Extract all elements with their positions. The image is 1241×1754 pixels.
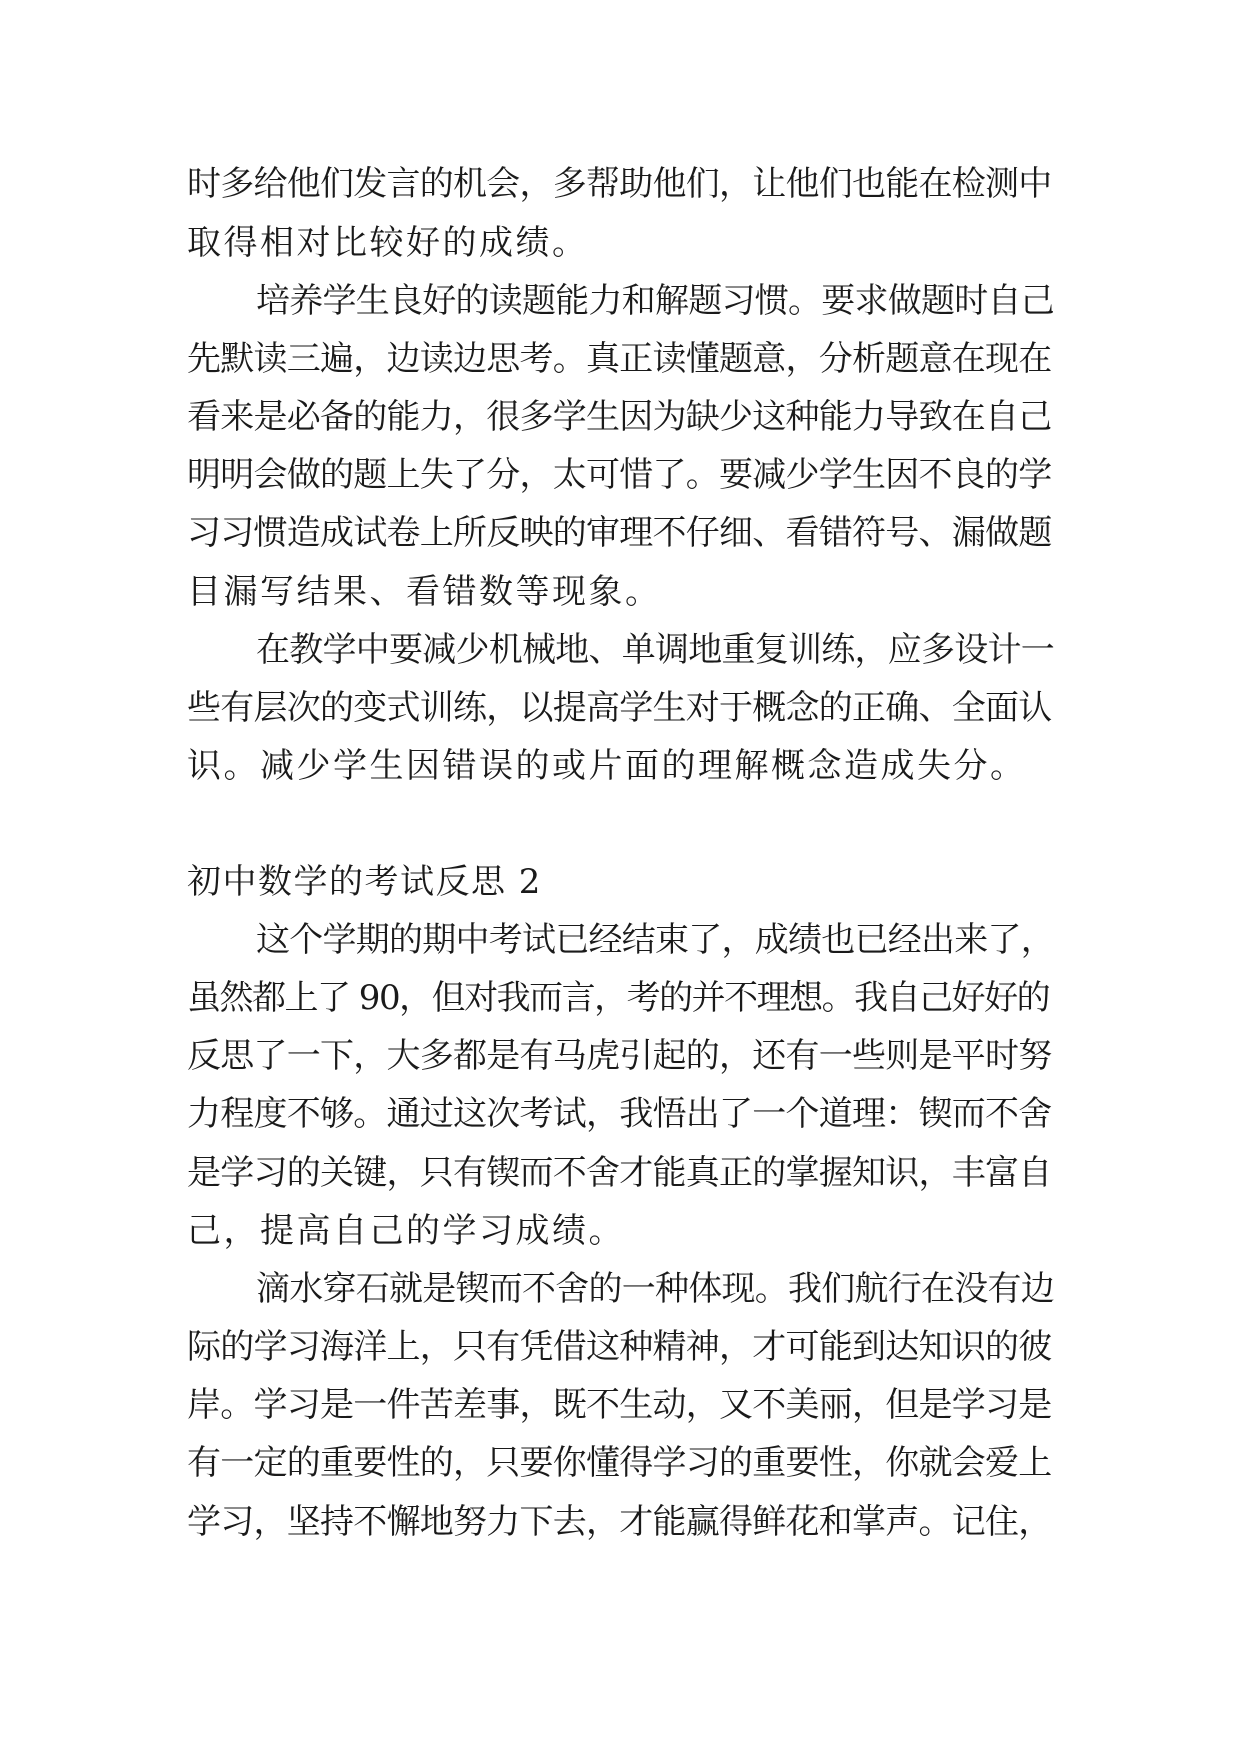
paragraph-line: 些有层次的变式训练，以提高学生对于概念的正确、全面认 [187, 688, 1052, 728]
paragraph-line: 滴水穿石就是锲而不舍的一种体现。我们航行在没有边 [256, 1269, 1054, 1309]
paragraph-line: 力程度不够。通过这次考试，我悟出了一个道理：锲而不舍 [187, 1094, 1052, 1134]
paragraph-line: 己，提高自己的学习成绩。 [187, 1211, 625, 1251]
paragraph-line: 先默读三遍，边读边思考。真正读懂题意，分析题意在现在 [187, 339, 1052, 379]
paragraph-line: 培养学生良好的读题能力和解题习惯。要求做题时自己 [256, 281, 1054, 321]
paragraph-line: 看来是必备的能力，很多学生因为缺少这种能力导致在自己 [187, 397, 1052, 437]
paragraph-line: 是学习的关键，只有锲而不舍才能真正的掌握知识，丰富自 [187, 1153, 1052, 1193]
paragraph-line: 目漏写结果、看错数等现象。 [187, 572, 662, 612]
paragraph-line: 虽然都上了 90，但对我而言，考的并不理想。我自己好好的 [187, 978, 1050, 1018]
paragraph-line: 识。减少学生因错误的或片面的理解概念造成失分。 [187, 746, 1027, 786]
section-heading: 初中数学的考试反思 2 [187, 862, 542, 902]
paragraph-line: 岸。学习是一件苦差事，既不生动，又不美丽，但是学习是 [187, 1385, 1052, 1425]
paragraph-line: 这个学期的期中考试已经结束了，成绩也已经出来了， [256, 920, 1054, 960]
paragraph-line: 有一定的重要性的，只要你懂得学习的重要性，你就会爱上 [187, 1443, 1052, 1483]
paragraph-line: 时多给他们发言的机会，多帮助他们，让他们也能在检测中 [187, 164, 1052, 204]
paragraph-line: 学习，坚持不懈地努力下去，才能赢得鲜花和掌声。记住， [187, 1502, 1052, 1542]
paragraph-line: 反思了一下，大多都是有马虎引起的，还有一些则是平时努 [187, 1036, 1052, 1076]
paragraph-line: 在教学中要减少机械地、单调地重复训练，应多设计一 [256, 630, 1054, 670]
paragraph-line: 明明会做的题上失了分，太可惜了。要减少学生因不良的学 [187, 455, 1052, 495]
paragraph-line: 取得相对比较好的成绩。 [187, 223, 589, 263]
paragraph-line: 习习惯造成试卷上所反映的审理不仔细、看错符号、漏做题 [187, 513, 1052, 553]
paragraph-line: 际的学习海洋上，只有凭借这种精神，才可能到达知识的彼 [187, 1327, 1052, 1367]
